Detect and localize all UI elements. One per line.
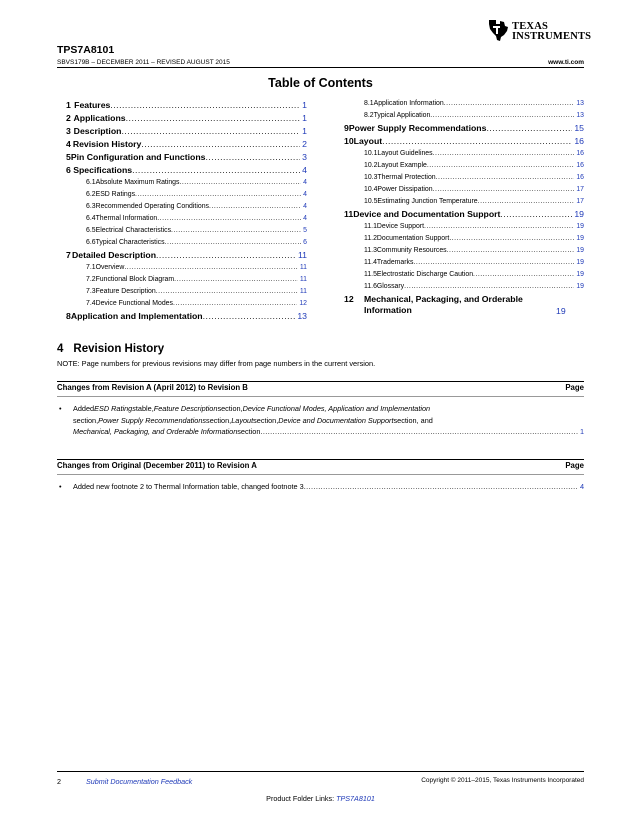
- changes-a-page-link[interactable]: 4: [579, 482, 584, 491]
- toc-entry-number: 7.4: [86, 300, 96, 307]
- toc-entry-number: 11.3: [364, 247, 377, 254]
- toc-entry-title[interactable]: Layout Example: [377, 162, 427, 169]
- toc-entry-title[interactable]: ESD Ratings: [95, 191, 136, 198]
- text-run: Device Functional Modes, Application and Implementation: [242, 404, 431, 413]
- toc-entry-number: 5: [66, 152, 71, 162]
- toc-entry[interactable]: [344, 281, 584, 293]
- toc-entry-page-link[interactable]: 4: [303, 179, 307, 186]
- leader-dots: [260, 426, 578, 438]
- toc-entry-number: 10.2: [364, 162, 378, 169]
- revision-line: SBVS179B – DECEMBER 2011 – REVISED AUGUST 2015: [57, 59, 230, 66]
- toc-entry[interactable]: [66, 201, 307, 213]
- text-run: Feature Description: [153, 404, 218, 413]
- toc-entry-page-link[interactable]: 16: [574, 136, 584, 146]
- toc-entry[interactable]: [66, 274, 307, 286]
- leader-dots: [173, 298, 297, 310]
- toc-entry-page-link[interactable]: 13: [576, 100, 584, 107]
- leader-dots: [203, 310, 296, 323]
- changes-a-top-rule: [57, 459, 584, 460]
- toc-entry-number: 6.2: [86, 191, 96, 198]
- toc-entry[interactable]: [66, 298, 307, 310]
- toc-entry[interactable]: [66, 310, 307, 323]
- logo-text: [512, 22, 591, 42]
- toc-entry-number: 11.5: [364, 271, 377, 278]
- toc-entry-title[interactable]: Absolute Maximum Ratings: [95, 179, 180, 186]
- toc-entry[interactable]: [344, 257, 584, 269]
- toc-entry-page-link[interactable]: 13: [576, 112, 584, 119]
- toc-entry-title[interactable]: Device Support: [376, 223, 425, 230]
- toc-entry-number: 11.6: [364, 283, 377, 290]
- changes-b-line-1: [73, 403, 584, 415]
- toc-entry-page-link[interactable]: 4: [303, 203, 307, 210]
- text-run: Device and Documentation Support: [278, 415, 394, 425]
- changes-a-line-1: [73, 481, 584, 493]
- changes-a-header: [57, 461, 584, 470]
- leader-dots: [413, 257, 574, 269]
- toc-entry-number: 8: [66, 311, 71, 321]
- toc-left-column: [66, 99, 307, 323]
- changes-b-line-2: [73, 415, 584, 427]
- toc-entry-title[interactable]: Description: [73, 126, 122, 136]
- text-run: Layout: [231, 415, 254, 425]
- leader-dots: [500, 208, 572, 221]
- toc-entry-title[interactable]: Overview: [95, 264, 125, 271]
- toc-entry-title[interactable]: Estimating Junction Temperature: [377, 198, 478, 205]
- toc-entry[interactable]: [344, 208, 584, 221]
- toc-entry[interactable]: [344, 98, 584, 110]
- toc-entry-number: 10.4: [364, 186, 378, 193]
- toc-entry-title[interactable]: Thermal Protection: [377, 174, 436, 181]
- toc-entry-page-link[interactable]: 13: [297, 311, 307, 321]
- text-run: Mechanical, Packaging, and Orderable Information: [73, 427, 238, 436]
- toc-entry-number: 8.1: [364, 100, 374, 107]
- toc-entry[interactable]: [344, 110, 584, 122]
- changes-b-item: [57, 403, 584, 439]
- leader-dots: [473, 269, 574, 281]
- text-run: section,: [206, 415, 232, 425]
- toc-entry[interactable]: [66, 189, 307, 201]
- leader-dots: [427, 160, 574, 172]
- toc-entry-page-link[interactable]: 19: [576, 247, 584, 254]
- changes-b-page-link[interactable]: 1: [579, 427, 584, 436]
- changes-a-item: [57, 481, 584, 493]
- changes-a-heading: Changes from Original (December 2011) to Revision A: [57, 461, 257, 470]
- toc-entry-page-link[interactable]: 6: [303, 239, 307, 246]
- toc-entry[interactable]: [66, 249, 307, 262]
- toc-entry-number: 4: [66, 139, 71, 149]
- toc-entry-page-link[interactable]: 4: [302, 165, 307, 175]
- toc-entry[interactable]: [344, 196, 584, 208]
- leader-dots: [171, 225, 301, 237]
- toc-entry-title[interactable]: Typical Application: [373, 112, 431, 119]
- toc-entry-title[interactable]: Trademarks: [376, 259, 414, 266]
- toc-entry-title[interactable]: Layout Guidelines: [377, 150, 433, 157]
- leader-dots: [444, 98, 575, 110]
- toc-entry-page-link[interactable]: 3: [302, 152, 307, 162]
- toc-entry[interactable]: [66, 99, 307, 112]
- toc-entry[interactable]: [344, 160, 584, 172]
- leader-dots: [126, 112, 301, 125]
- toc-entry-page-link[interactable]: 1: [302, 126, 307, 136]
- toc-entry-page-link[interactable]: 19: [576, 223, 584, 230]
- leader-dots: [141, 138, 300, 151]
- leader-dots: [179, 177, 301, 189]
- toc-entry-page-link[interactable]: 19: [576, 271, 584, 278]
- toc-entry-number: 6.4: [86, 215, 96, 222]
- toc-entry-title[interactable]: Features: [74, 100, 111, 110]
- text-run: ESD Ratings: [94, 404, 136, 413]
- leader-dots: [478, 196, 575, 208]
- toc-entry-number: 8.2: [364, 112, 374, 119]
- toc-entry-page-link[interactable]: 15: [574, 123, 584, 133]
- toc-entry[interactable]: [66, 213, 307, 225]
- toc-entry[interactable]: [344, 184, 584, 196]
- toc-entry-title[interactable]: Glossary: [376, 283, 405, 290]
- toc-entry-page-link[interactable]: 16: [576, 174, 584, 181]
- text-run: Added new footnote 2 to Thermal Information table, changed footnote 3: [73, 482, 304, 491]
- toc-entry-title[interactable]: Applications: [73, 113, 126, 123]
- toc-entry[interactable]: [344, 269, 584, 281]
- toc-entry-page-link[interactable]: 5: [303, 227, 307, 234]
- toc-entry-title[interactable]: Layout: [353, 136, 383, 146]
- toc-entry[interactable]: [66, 262, 307, 274]
- leader-dots: [165, 237, 302, 249]
- toc-entry-number: 6.5: [86, 227, 96, 234]
- toc-entry[interactable]: [66, 125, 307, 138]
- toc-entry-page-link[interactable]: 16: [576, 150, 584, 157]
- toc-entry-number: 10: [344, 136, 354, 146]
- copyright: Copyright © 2011–2015, Texas Instruments Incorporated: [421, 777, 584, 784]
- texas-state-logo-icon: [487, 18, 509, 42]
- toc-entry-number: 7.1: [86, 264, 96, 271]
- toc-entry-number: 12: [344, 294, 354, 304]
- product-links-label: Product Folder Links:: [266, 794, 337, 803]
- text-run: section,: [253, 415, 279, 425]
- submit-feedback-link[interactable]: Submit Documentation Feedback: [86, 777, 193, 786]
- toc-entry[interactable]: [66, 237, 307, 249]
- toc-entry[interactable]: [344, 245, 584, 257]
- leader-dots: [486, 122, 572, 135]
- toc-entry-page-link[interactable]: 17: [576, 186, 584, 193]
- toc-entry-number: 10.1: [364, 150, 378, 157]
- toc-entry-page-link[interactable]: 1: [302, 100, 307, 110]
- toc-entry-page-link[interactable]: 2: [302, 139, 307, 149]
- toc-entry-title[interactable]: Feature Description: [95, 288, 156, 295]
- part-number: TPS7A8101: [57, 44, 115, 56]
- product-folder-links: [0, 794, 641, 803]
- toc-entry-title[interactable]: Power Supply Recommendations: [348, 123, 487, 133]
- changes-b-line-3: [73, 426, 584, 438]
- toc-entry[interactable]: [344, 172, 584, 184]
- toc-entry-title[interactable]: Electrical Characteristics: [95, 227, 172, 234]
- toc-entry-title[interactable]: Thermal Information: [95, 215, 158, 222]
- toc-entry-page-link[interactable]: 17: [576, 198, 584, 205]
- toc-entry-title[interactable]: Revision History: [72, 139, 142, 149]
- changes-a-bottom-rule: [57, 474, 584, 475]
- revision-note: NOTE: Page numbers for previous revisions may differ from page numbers in the current version.: [57, 359, 376, 368]
- toc-entry-number: 6.1: [86, 179, 96, 186]
- changes-b-top-rule: [57, 381, 584, 382]
- leader-dots: [382, 135, 572, 148]
- toc-entry-page-link[interactable]: 11: [297, 250, 307, 260]
- toc-entry-title[interactable]: Documentation Support: [376, 235, 450, 242]
- toc-entry-title[interactable]: Device and Documentation Support: [353, 209, 501, 219]
- toc-entry[interactable]: [66, 151, 307, 164]
- toc-entry-page-link[interactable]: 19: [574, 209, 584, 219]
- product-folder-link[interactable]: TPS7A8101: [336, 794, 375, 803]
- changes-b-bottom-rule: [57, 396, 584, 397]
- toc-entry-title[interactable]: Application and Implementation: [70, 311, 203, 321]
- toc-entry-page-link[interactable]: 19: [576, 283, 584, 290]
- toc-entry-number: 7: [66, 250, 71, 260]
- section-title: Revision History: [73, 343, 165, 355]
- toc-right-column: [344, 98, 584, 317]
- toc-entry-number: 7.2: [86, 276, 96, 283]
- leader-dots: [124, 262, 298, 274]
- bullet-dot: •: [59, 404, 62, 413]
- toc-entry-title[interactable]: Pin Configuration and Functions: [70, 152, 206, 162]
- toc-entry-title[interactable]: Community Resources: [376, 247, 447, 254]
- toc-entry-number: 11.4: [364, 259, 377, 266]
- leader-dots: [206, 151, 301, 164]
- toc-entry-number: 3: [66, 126, 71, 136]
- bullet-dot: •: [59, 482, 62, 491]
- website-link[interactable]: www.ti.com: [548, 59, 584, 66]
- toc-entry-number: 2: [66, 113, 71, 123]
- leader-dots: [174, 274, 298, 286]
- toc-entry-page-link[interactable]: 4: [303, 215, 307, 222]
- changes-b-heading: Changes from Revision A (April 2012) to Revision B: [57, 383, 248, 392]
- text-run: section,: [217, 404, 243, 413]
- changes-a-page-label: Page: [565, 461, 584, 470]
- ti-logo: [487, 18, 592, 46]
- changes-b-page-label: Page: [565, 383, 584, 392]
- leader-dots: [157, 213, 301, 225]
- toc-entry-page-link[interactable]: 4: [303, 191, 307, 198]
- toc-entry-page-link[interactable]: 19: [576, 235, 584, 242]
- text-run: Added: [73, 404, 95, 413]
- leader-dots: [135, 189, 301, 201]
- toc-entry[interactable]: [66, 138, 307, 151]
- toc-entry-number: 10.5: [364, 198, 378, 205]
- toc-entry-title[interactable]: Detailed Description: [72, 250, 156, 260]
- leader-dots: [447, 245, 575, 257]
- leader-dots: [156, 286, 298, 298]
- revision-history-heading: [57, 343, 164, 355]
- toc-entry-number: 7.3: [86, 288, 96, 295]
- toc-entry[interactable]: [66, 112, 307, 125]
- toc-entry-page-link[interactable]: 19: [576, 259, 584, 266]
- leader-dots: [424, 221, 574, 233]
- toc-entry-number: 6.6: [86, 239, 96, 246]
- header-rule: [57, 67, 584, 68]
- toc-entry-title[interactable]: Typical Characteristics: [95, 239, 165, 246]
- toc-entry-title[interactable]: Functional Block Diagram: [95, 276, 175, 283]
- toc-entry-number: 9: [344, 123, 349, 133]
- page-number: 2: [57, 777, 61, 786]
- text-run: section: [237, 427, 261, 436]
- toc-entry[interactable]: [66, 286, 307, 298]
- toc-entry-number: 11: [344, 209, 354, 219]
- leader-dots: [433, 148, 575, 160]
- toc-entry-page-link[interactable]: 19: [556, 306, 566, 316]
- toc-entry-number: 6.3: [86, 203, 96, 210]
- leader-dots: [449, 233, 574, 245]
- text-run: section,: [73, 415, 99, 425]
- toc-entry-title[interactable]: Mechanical, Packaging, and Orderable Information: [364, 294, 523, 315]
- leader-dots: [304, 481, 578, 493]
- leader-dots: [156, 249, 296, 262]
- toc-entry-title[interactable]: Recommended Operating Conditions: [95, 203, 209, 210]
- toc-entry-title[interactable]: Application Information: [373, 100, 444, 107]
- logo-text-line2: INSTRUMENTS: [512, 31, 592, 42]
- logo-text-line1: TEXAS: [512, 21, 549, 32]
- toc-entry-page-link[interactable]: 11: [299, 264, 307, 271]
- leader-dots: [110, 99, 300, 112]
- toc-entry-page-link[interactable]: 11: [299, 288, 307, 295]
- footer-rule: [57, 771, 584, 772]
- leader-dots: [433, 184, 575, 196]
- toc-entry-page-link[interactable]: 16: [576, 162, 584, 169]
- toc-entry-number: 11.2: [364, 235, 377, 242]
- toc-entry-title[interactable]: Power Dissipation: [377, 186, 433, 193]
- toc-entry[interactable]: [66, 177, 307, 189]
- toc-title: Table of Contents: [268, 76, 373, 90]
- leader-dots: [121, 125, 300, 138]
- toc-entry[interactable]: [344, 122, 584, 135]
- leader-dots: [209, 201, 301, 213]
- toc-entry-title[interactable]: Specifications: [73, 165, 133, 175]
- text-run: table,: [135, 404, 154, 413]
- changes-b-header: [57, 383, 584, 392]
- leader-dots: [132, 164, 300, 177]
- toc-entry-page-link[interactable]: 11: [299, 276, 307, 283]
- toc-entry-title[interactable]: Electrostatic Discharge Caution: [376, 271, 474, 278]
- section-number: 4: [57, 343, 64, 355]
- text-run: Power Supply Recommendations: [98, 415, 207, 425]
- leader-dots: [436, 172, 575, 184]
- toc-entry-number: 6: [66, 165, 71, 175]
- text-run: section, and: [393, 415, 433, 425]
- toc-entry[interactable]: [66, 225, 307, 237]
- toc-entry[interactable]: [66, 164, 307, 177]
- toc-entry-page-link[interactable]: 12: [299, 300, 307, 307]
- toc-entry-page-link[interactable]: 1: [302, 113, 307, 123]
- toc-entry-title[interactable]: Device Functional Modes: [95, 300, 173, 307]
- toc-entry[interactable]: [344, 233, 584, 245]
- toc-entry[interactable]: [344, 293, 584, 317]
- toc-entry-number: 10.3: [364, 174, 378, 181]
- toc-entry[interactable]: [344, 221, 584, 233]
- toc-entry[interactable]: [344, 135, 584, 148]
- toc-entry[interactable]: [344, 148, 584, 160]
- leader-dots: [430, 110, 574, 122]
- toc-entry-number: 1: [66, 100, 71, 110]
- toc-entry-number: 11.1: [364, 223, 377, 230]
- leader-dots: [404, 281, 574, 293]
